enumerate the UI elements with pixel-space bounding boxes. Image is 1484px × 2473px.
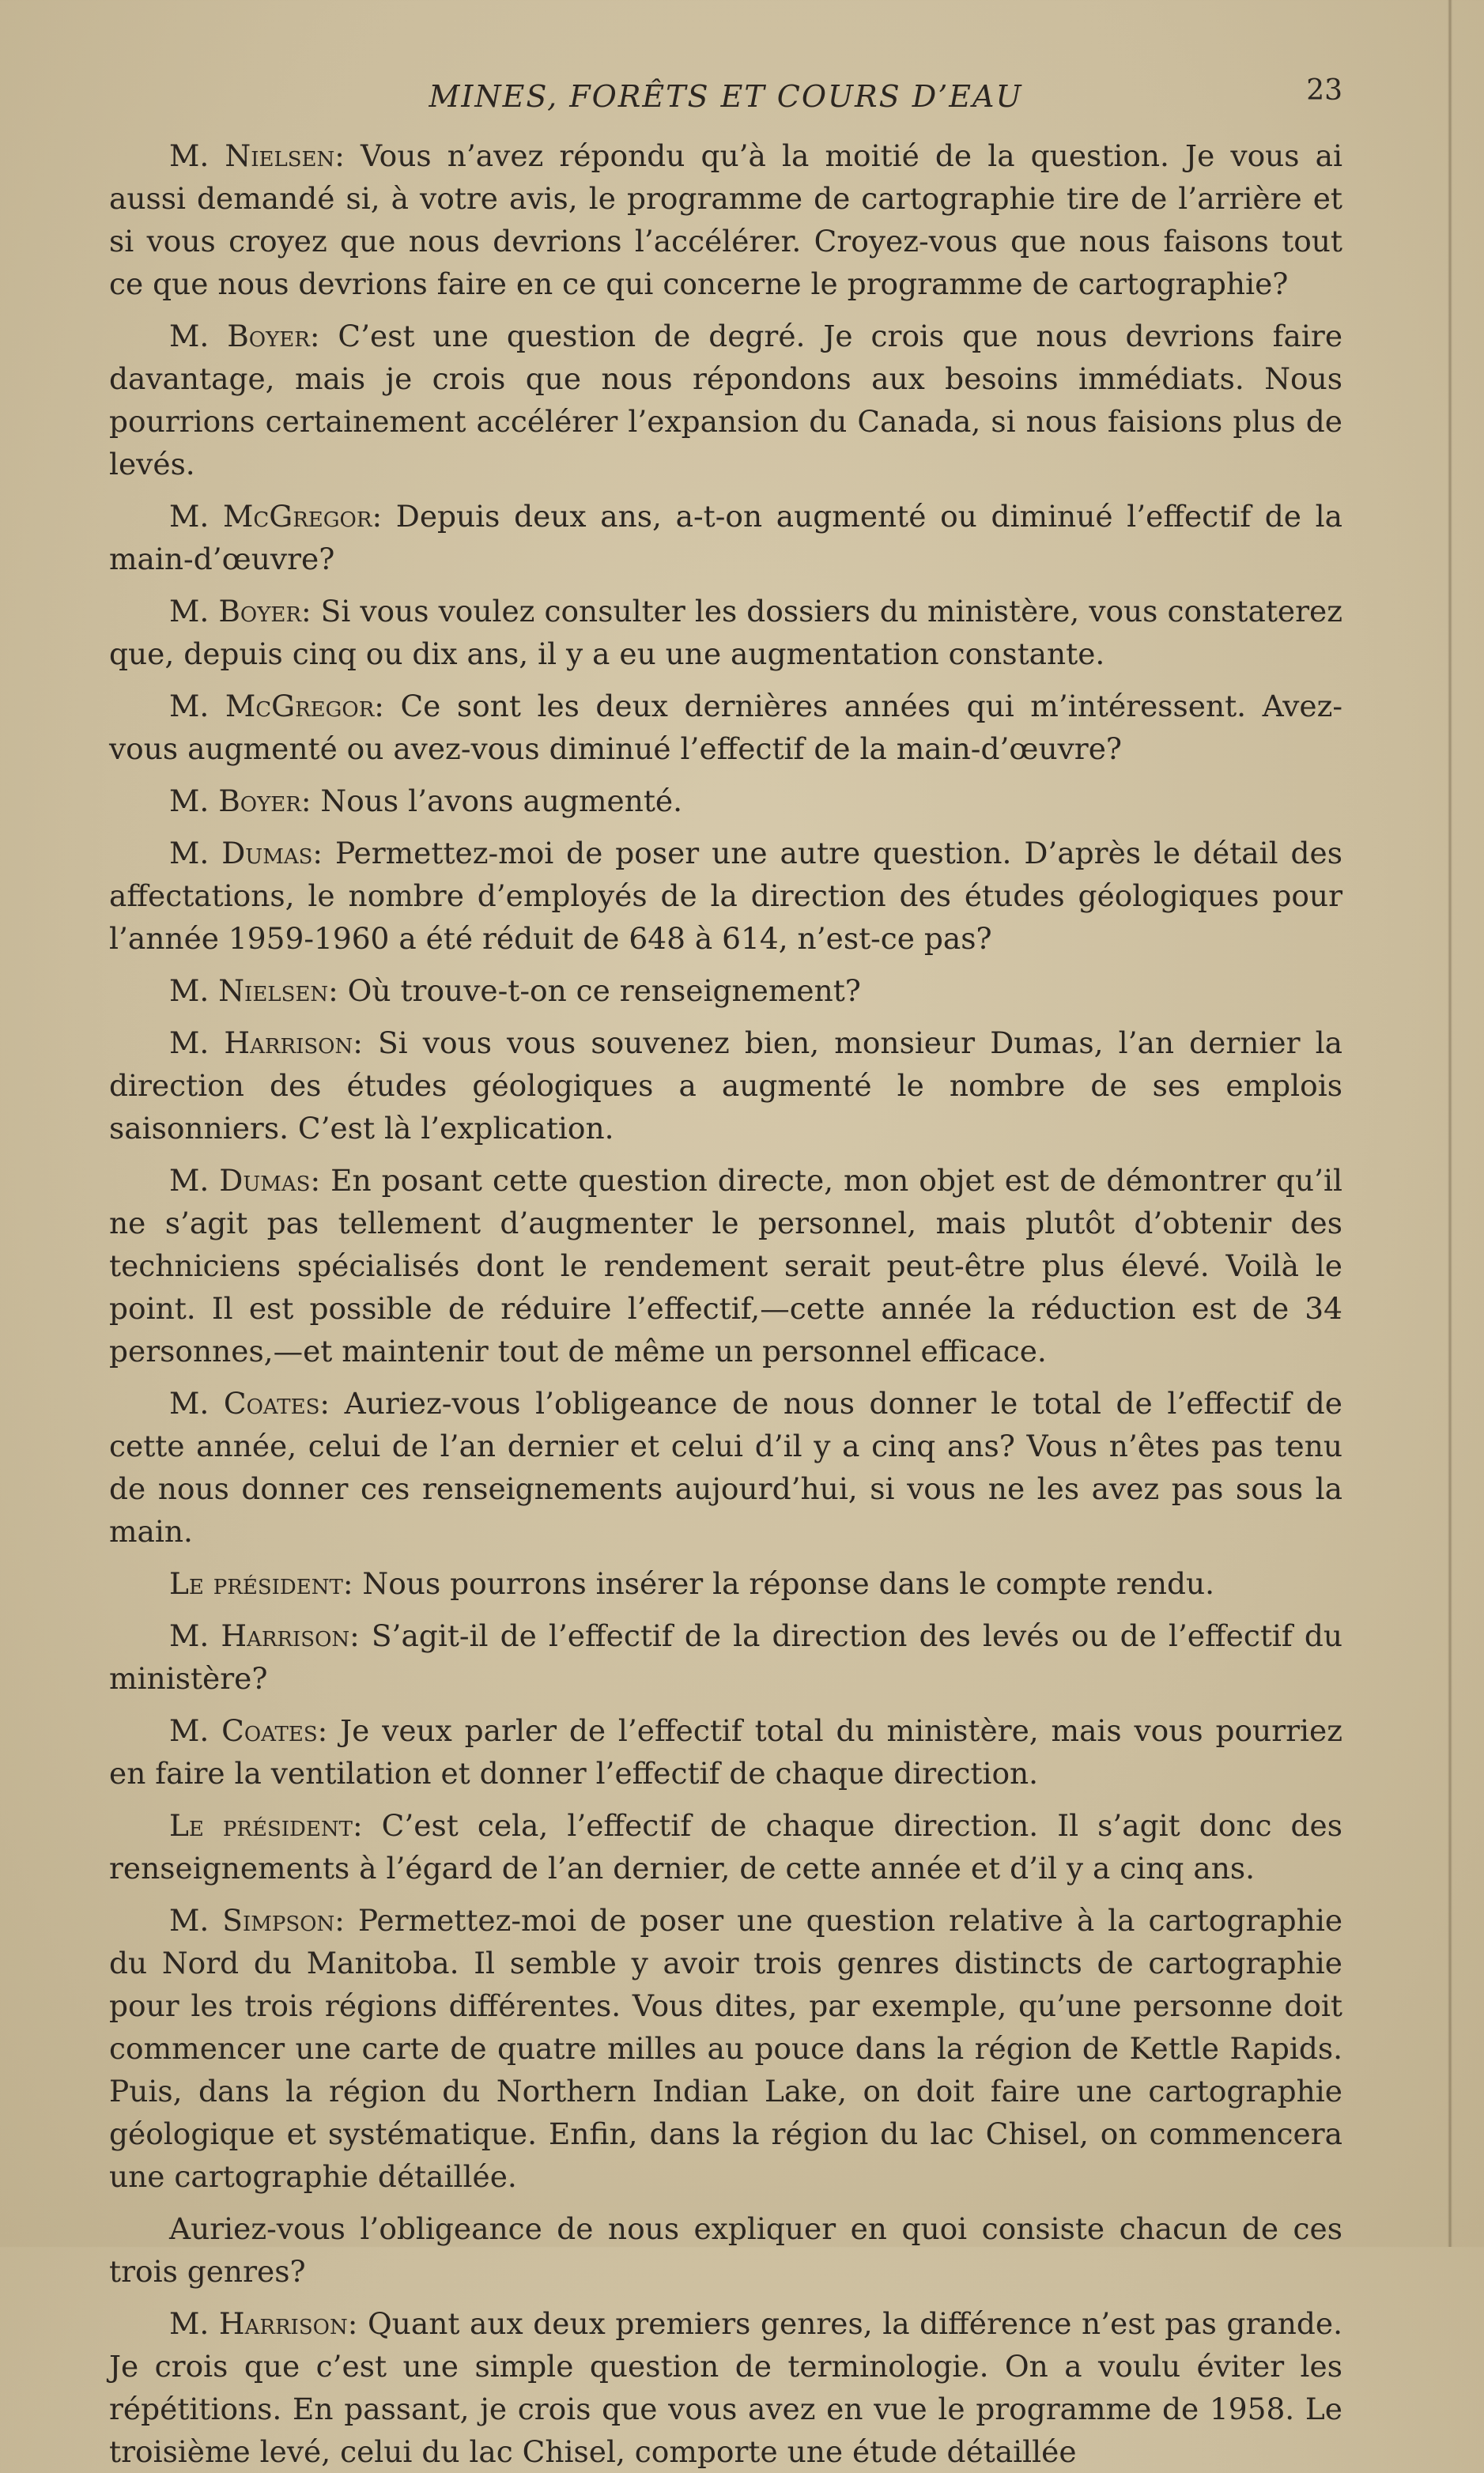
paragraph [109,590,1342,675]
paragraph [109,1562,1342,1605]
paragraph [109,2207,1342,2293]
speaker-name: M. Dumas: [169,836,323,870]
paragraph-text: Auriez-vous l’obligeance de nous donner le total de l’effectif de cette année, celui de l’an dernier et celui d’il y a cinq ans? Vous n’êtes pas tenu de nous donner ces renseignements aujourd’hui, si vous ne les avez pas sous la main. [109,1386,1342,1549]
paragraph [109,1709,1342,1795]
paragraph-text: C’est une question de degré. Je crois que nous devrions faire davantage, mais je crois que nous répondons aux besoins immédiats. Nous pourrions certainement accélérer l’expansion du Canada, si nous faisions plus de levés. [109,319,1343,481]
speaker-name: M. Simpson: [169,1903,345,1938]
paragraph-text: Où trouve-t-on ce renseignement? [347,973,861,1008]
paragraph [109,1382,1342,1553]
paragraph-text: Nous pourrons insérer la réponse dans le compte rendu. [362,1566,1215,1601]
paragraph [109,134,1342,305]
paragraph-text: Si vous voulez consulter les dossiers du ministère, vous constaterez que, depuis cinq ou dix ans, il y a eu une augmentation constante. [109,594,1342,671]
paragraph [109,1021,1342,1150]
speaker-name: M. Boyer: [169,783,312,818]
paragraph [109,685,1342,770]
paragraph-text: Quant aux deux premiers genres, la différence n’est pas grande. Je crois que c’est une simple question de terminologie. On a voulu éviter les répétitions. En passant, je crois que vous avez en vue le programme de 1958. Le troisième levé, celui du lac Chisel, comporte une étude détaillée [109,2306,1342,2469]
running-title: MINES, FORÊTS ET COURS D’EAU [429,79,1023,114]
paragraph [109,969,1342,1012]
paragraph-text: Depuis deux ans, a-t-on augmenté ou diminué l’effectif de la main-d’œuvre? [109,499,1342,576]
page-fold-shadow [1448,0,1452,2247]
page-number: 23 [1306,74,1342,107]
speaker-name: M. Coates: [169,1713,328,1748]
paragraph-text: C’est cela, l’effectif de chaque direction. Il s’agit donc des renseignements à l’égard de l’an dernier, de cette année et d’il y a cinq ans. [109,1808,1342,1886]
speaker-name: M. Nielsen: [169,973,338,1008]
paragraph [109,2302,1342,2473]
paragraph-text: Je veux parler de l’effectif total du ministère, mais vous pourriez en faire la ventilation et donner l’effectif de chaque direction. [109,1713,1343,1791]
paragraph [109,832,1342,960]
speaker-name: M. Harrison: [169,2306,358,2341]
paragraph-text: Si vous vous souvenez bien, monsieur Dumas, l’an dernier la direction des études géologiques a augmenté le nombre de ses emplois saisonniers. C’est là l’explication. [109,1025,1343,1146]
transcript-body [109,134,1342,2473]
speaker-name: M. Boyer: [169,594,312,629]
paragraph [109,495,1342,580]
speaker-name: M. Harrison: [169,1025,363,1060]
speaker-name: Le président: [169,1808,363,1843]
speaker-name: M. Dumas: [169,1163,321,1198]
paragraph [109,1614,1342,1700]
paragraph [109,1899,1342,2198]
paragraph [109,780,1342,822]
speaker-name: M. Nielsen: [169,138,345,173]
paragraph-text: Permettez-moi de poser une question relative à la cartographie du Nord du Manitoba. Il semble y avoir trois genres distincts de cartographie pour les trois régions différentes. Vous dites, par exemple, qu’une personne doit commencer une carte de quatre milles au pouce dans la région de Kettle Rapids. Puis, dans la région du Northern Indian Lake, on doit faire une cartographie géologique et systématique. Enfin, dans la région du lac Chisel, on commencera une cartographie détaillée. [109,1903,1343,2194]
paragraph-text: Permettez-moi de poser une autre question. D’après le détail des affectations, le nombre d’employés de la direction des études géologiques pour l’année 1959-1960 a été réduit de 648 à 614, n’est-ce pas? [109,836,1342,956]
paragraph-text: En posant cette question directe, mon objet est de démontrer qu’il ne s’agit pas tellement d’augmenter le personnel, mais plutôt d’obtenir des techniciens spécialisés dont le rendement serait peut-être plus élevé. Voilà le point. Il est possible de réduire l’effectif,—cette année la réduction est de 34 personnes,—et maintenir tout de même un personnel efficace. [109,1163,1342,1369]
speaker-name: M. Harrison: [169,1618,360,1653]
speaker-name: M. McGregor: [169,499,383,534]
paragraph [109,1159,1342,1372]
paragraph [109,1804,1342,1890]
paragraph-text: Ce sont les deux dernières années qui m’intéressent. Avez-vous augmenté ou avez-vous diminué l’effectif de la main-d’œuvre? [109,689,1342,766]
speaker-name: M. McGregor: [169,689,384,723]
speaker-name: M. Boyer: [169,319,320,353]
paragraph-text: Vous n’avez répondu qu’à la moitié de la question. Je vous ai aussi demandé si, à votre avis, le programme de cartographie tire de l’arrière et si vous croyez que nous devrions l’accélérer. Croyez-vous que nous faisons tout ce que nous devrions faire en ce qui concerne le programme de cartographie? [109,138,1342,301]
paragraph [109,315,1342,485]
paragraph-text: Auriez-vous l’obligeance de nous expliquer en quoi consiste chacun de ces trois genres? [109,2211,1342,2289]
speaker-name: Le président: [169,1566,353,1601]
page-header [109,63,1342,134]
paragraph-text: S’agit-il de l’effectif de la direction des levés ou de l’effectif du ministère? [109,1618,1342,1696]
document-page [109,63,1343,2469]
paragraph-text: Nous l’avons augmenté. [320,783,683,818]
speaker-name: M. Coates: [169,1386,330,1421]
